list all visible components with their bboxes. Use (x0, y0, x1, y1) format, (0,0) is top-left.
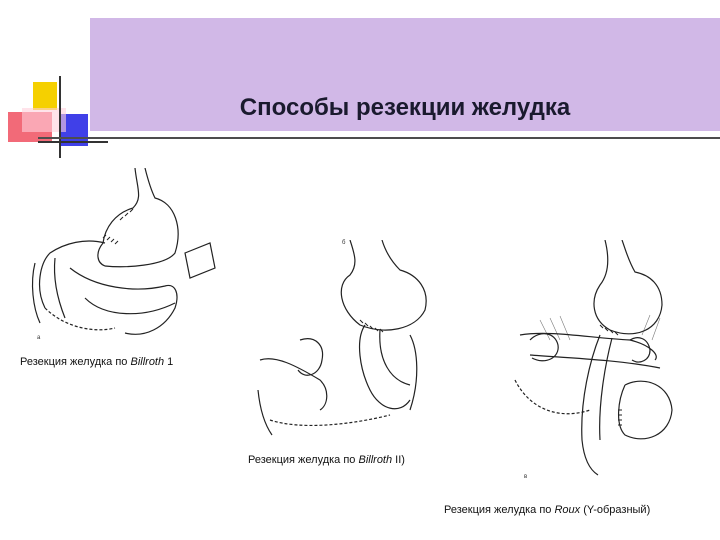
title-divider (38, 137, 720, 139)
caption-2-suffix: II) (392, 454, 405, 466)
caption-2-prefix: Резекция желудка по (248, 454, 359, 466)
caption-3-suffix: (Y-образный) (580, 504, 651, 516)
figure-3-letter: в (524, 474, 528, 480)
figure-2-letter-top: б (342, 240, 346, 246)
caption-3-name: Roux (554, 504, 581, 516)
caption-roux (444, 504, 650, 516)
caption-1-prefix: Резекция желудка по (20, 356, 131, 368)
figure-billroth-1 (25, 168, 225, 343)
caption-billroth-1 (20, 356, 173, 368)
figure-roux (510, 240, 680, 480)
figure-billroth-2 (250, 240, 450, 440)
caption-2-name: Billroth (358, 454, 393, 466)
caption-billroth-2 (248, 454, 405, 466)
figure-1-letter: а (37, 335, 41, 341)
caption-1-name: Billroth (130, 356, 165, 368)
slide-title: Способы резекции желудка (239, 94, 571, 121)
caption-3-prefix: Резекция желудка по (444, 504, 555, 516)
caption-1-suffix: 1 (164, 356, 174, 368)
deco-yellow-square (33, 82, 57, 110)
